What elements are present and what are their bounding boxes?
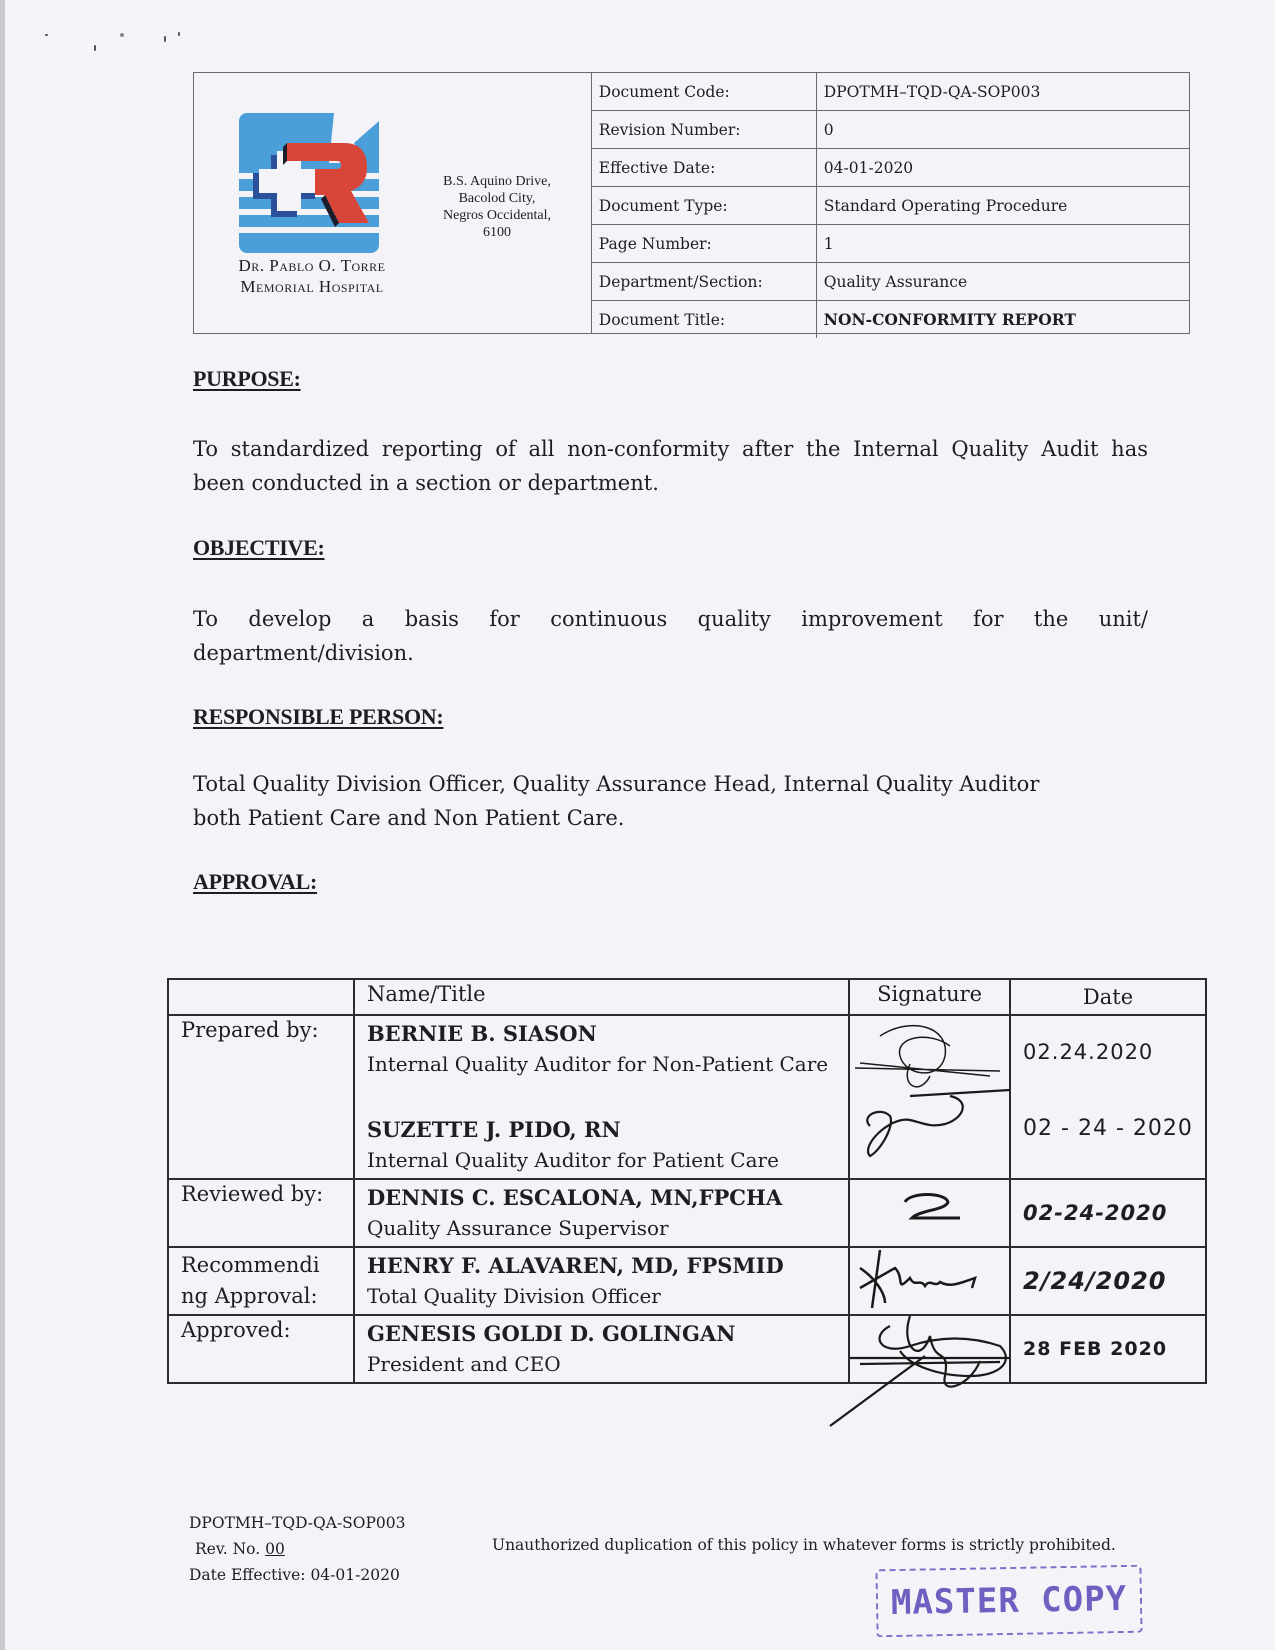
meta-value: Quality Assurance xyxy=(816,263,1189,301)
role-label-line: Recommendi xyxy=(181,1253,320,1277)
objective-line: To develop a basis for continuous quality improvement for the unit/ xyxy=(193,607,1148,631)
meta-value: 04-01-2020 xyxy=(816,149,1189,187)
objective-text xyxy=(193,602,1148,670)
scan-speck xyxy=(45,34,48,36)
col-header-date: Date xyxy=(1010,979,1206,1015)
scan-speck xyxy=(178,32,180,36)
signed-date: 02-24-2020 xyxy=(1023,1201,1168,1225)
approval-header-row xyxy=(168,979,1206,1015)
signature-golingan-icon xyxy=(850,1316,1020,1426)
person-title: Internal Quality Auditor for Non-Patient Care xyxy=(366,1052,829,1076)
meta-value: Standard Operating Procedure xyxy=(816,187,1189,225)
date-cell xyxy=(1010,1179,1206,1247)
meta-value: 1 xyxy=(816,225,1189,263)
signature-alavaren-icon xyxy=(850,1248,1010,1314)
person-name: GENESIS GOLDI D. GOLINGAN xyxy=(366,1321,736,1346)
hospital-identity xyxy=(194,73,592,333)
signature-cell xyxy=(849,1247,1010,1315)
person-title: Total Quality Division Officer xyxy=(366,1284,661,1308)
meta-row xyxy=(592,111,1189,149)
person-name: HENRY F. ALAVAREN, MD, FPSMID xyxy=(366,1253,784,1278)
role-label: Reviewed by: xyxy=(168,1179,354,1247)
meta-row xyxy=(592,301,1189,339)
scan-speck xyxy=(164,36,166,42)
meta-row xyxy=(592,225,1189,263)
meta-row xyxy=(592,187,1189,225)
responsible-heading: RESPONSIBLE PERSON: xyxy=(193,704,444,729)
role-label-line: ng Approval: xyxy=(181,1284,318,1308)
person-name: DENNIS C. ESCALONA, MN,FPCHA xyxy=(366,1185,783,1210)
address-line: B.S. Aquino Drive, xyxy=(443,174,551,189)
purpose-text xyxy=(193,432,1148,500)
purpose-line: been conducted in a section or department. xyxy=(193,471,659,495)
document-meta-table xyxy=(592,73,1189,338)
hospital-logo-icon xyxy=(239,113,379,253)
approval-row-recommending xyxy=(168,1247,1206,1315)
col-header-signature: Signature xyxy=(849,979,1010,1015)
role-label: Prepared by: xyxy=(168,1015,354,1179)
signed-date: 02 - 24 - 2020 xyxy=(1023,1116,1193,1141)
scan-edge xyxy=(0,0,5,1650)
meta-label: Revision Number: xyxy=(592,111,817,149)
approval-table xyxy=(167,978,1207,1384)
meta-row xyxy=(592,263,1189,301)
purpose-heading: PURPOSE: xyxy=(193,366,301,391)
meta-value: DPOTMH–TQD-QA-SOP003 xyxy=(816,73,1189,111)
footer-revision xyxy=(189,1536,406,1562)
meta-row xyxy=(592,73,1189,111)
meta-label: Department/Section: xyxy=(592,263,817,301)
role-label: Approved: xyxy=(168,1315,354,1383)
signed-date: 28 FEB 2020 xyxy=(1023,1338,1168,1360)
approval-heading: APPROVAL: xyxy=(193,869,318,894)
role-label xyxy=(168,1247,354,1315)
meta-label: Document Type: xyxy=(592,187,817,225)
date-cell xyxy=(1010,1015,1206,1179)
scan-speck xyxy=(120,33,124,37)
meta-row xyxy=(592,149,1189,187)
approval-row-reviewed xyxy=(168,1179,1206,1247)
duplication-notice: Unauthorized duplication of this policy in whatever forms is strictly prohibited. xyxy=(492,1536,1116,1554)
footer-rev-label: Rev. No. xyxy=(195,1540,261,1558)
person-name: BERNIE B. SIASON xyxy=(366,1021,597,1046)
footer-date-effective: Date Effective: 04-01-2020 xyxy=(189,1566,400,1584)
name-title-cell xyxy=(354,1247,849,1315)
objective-line: department/division. xyxy=(193,641,414,665)
responsible-line: both Patient Care and Non Patient Care. xyxy=(193,806,625,830)
person-title: Internal Quality Auditor for Patient Care xyxy=(366,1148,779,1172)
col-header-name: Name/Title xyxy=(354,979,849,1015)
master-copy-stamp: MASTER COPY xyxy=(875,1565,1142,1638)
signature-siason-icon xyxy=(850,1016,1010,1176)
name-title-cell xyxy=(354,1015,849,1179)
hospital-address xyxy=(422,173,572,241)
signature-cell xyxy=(849,1015,1010,1179)
approval-row-prepared xyxy=(168,1015,1206,1179)
purpose-line: To standardized reporting of all non-conformity after the Internal Quality Audit has xyxy=(193,437,1148,461)
hospital-name-line1: Dr. Pablo O. Torre xyxy=(238,256,386,275)
person-title: President and CEO xyxy=(366,1352,561,1376)
meta-label: Document Code: xyxy=(592,73,817,111)
address-line: 6100 xyxy=(483,225,511,240)
meta-label: Page Number: xyxy=(592,225,817,263)
footer-doc-code: DPOTMH–TQD-QA-SOP003 xyxy=(189,1514,406,1532)
hospital-name xyxy=(212,255,412,297)
col-header-role xyxy=(168,979,354,1015)
meta-label: Document Title: xyxy=(592,301,817,339)
person-name: SUZETTE J. PIDO, RN xyxy=(366,1117,621,1142)
document-title-value: NON-CONFORMITY REPORT xyxy=(816,301,1189,339)
signature-escalona-icon xyxy=(850,1180,1010,1246)
date-cell xyxy=(1010,1247,1206,1315)
approval-row-approved xyxy=(168,1315,1206,1383)
date-cell xyxy=(1010,1315,1206,1383)
footer-rev-value: 00 xyxy=(265,1540,285,1558)
signature-pido-icon xyxy=(867,1090,1010,1156)
meta-value: 0 xyxy=(816,111,1189,149)
hospital-name-line2: Memorial Hospital xyxy=(240,277,384,296)
address-line: Bacolod City, xyxy=(458,191,536,206)
name-title-cell xyxy=(354,1179,849,1247)
address-line: Negros Occidental, xyxy=(442,208,552,223)
responsible-text xyxy=(193,767,1093,835)
meta-label: Effective Date: xyxy=(592,149,817,187)
signed-date: 2/24/2020 xyxy=(1023,1267,1167,1295)
person-title: Quality Assurance Supervisor xyxy=(366,1216,669,1240)
name-title-cell xyxy=(354,1315,849,1383)
objective-heading: OBJECTIVE: xyxy=(193,535,325,560)
signature-cell xyxy=(849,1315,1010,1383)
scan-speck xyxy=(94,45,96,51)
responsible-line: Total Quality Division Officer, Quality Assurance Head, Internal Quality Auditor xyxy=(193,772,1040,796)
signed-date: 02.24.2020 xyxy=(1023,1040,1154,1064)
document-header xyxy=(193,72,1190,334)
signature-cell xyxy=(849,1179,1010,1247)
footer-doc-info xyxy=(189,1510,406,1588)
